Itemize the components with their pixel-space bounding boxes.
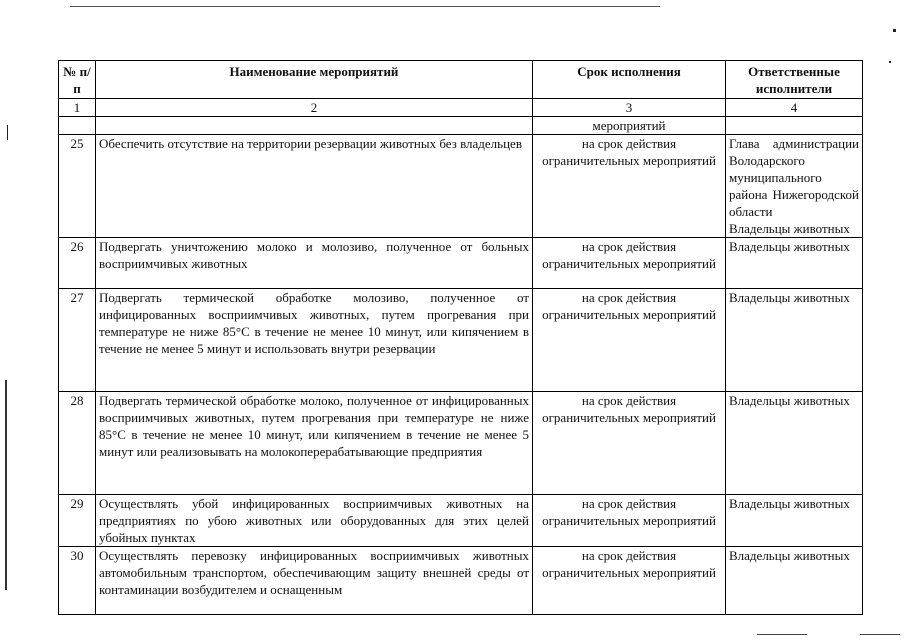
table-header-row [59, 61, 863, 99]
responsible-line: Владельцы животных [729, 548, 850, 563]
row-number: 28 [59, 392, 96, 495]
responsible-cell [726, 392, 863, 495]
term-cell: на срок действия ограничительных мероприятий [533, 547, 726, 615]
measure-name: Подвергать термической обработке молоко, полученное от инфицированных восприимчивых животных, путем прогревания при температуре не ниже 85°С в течение не менее 10 минут, или кипячением в течение не менее 5 минут или реализовывать на молокоперерабатывающие предприятия [96, 392, 533, 495]
header-resp: Ответственные исполнители [726, 61, 863, 99]
responsible-line: Глава администрации Володарского муниципального района Нижегородской области [729, 136, 859, 219]
responsible-cell [726, 547, 863, 615]
carry-resp [726, 117, 863, 135]
table-row [59, 547, 863, 615]
measure-name: Обеспечить отсутствие на территории резервации животных без владельцев [96, 135, 533, 238]
scan-mark [893, 29, 896, 32]
measure-name: Подвергать термической обработке молозиво, полученное от инфицированных восприимчивых животных, путем прогревания при температуре не ниже 85°С в течение не менее 10 минут, или кипячением в течение не менее 5 минут и использовать внутри резервации [96, 289, 533, 392]
bottom-rule [860, 634, 900, 635]
index-cell: 3 [533, 99, 726, 117]
scan-mark [7, 125, 8, 140]
header-num: № п/п [59, 61, 96, 99]
table-row [59, 392, 863, 495]
term-cell: на срок действия ограничительных мероприятий [533, 495, 726, 547]
measures-table [58, 60, 863, 615]
responsible-cell [726, 135, 863, 238]
term-cell: на срок действия ограничительных мероприятий [533, 289, 726, 392]
index-cell: 4 [726, 99, 863, 117]
term-cell: на срок действия ограничительных мероприятий [533, 135, 726, 238]
responsible-line: Владельцы животных [729, 496, 850, 511]
carry-num [59, 117, 96, 135]
header-term: Срок исполнения [533, 61, 726, 99]
responsible-cell [726, 238, 863, 289]
carry-term: мероприятий [533, 117, 726, 135]
responsible-cell [726, 289, 863, 392]
responsible-line: Владельцы животных [729, 290, 850, 305]
carry-name [96, 117, 533, 135]
carry-over-row [59, 117, 863, 135]
responsible-line: Владельцы животных [729, 221, 850, 236]
row-number: 29 [59, 495, 96, 547]
scan-mark [889, 61, 891, 63]
row-number: 27 [59, 289, 96, 392]
term-cell: на срок действия ограничительных мероприятий [533, 392, 726, 495]
index-cell: 1 [59, 99, 96, 117]
header-name: Наименование мероприятий [96, 61, 533, 99]
table-row [59, 289, 863, 392]
bottom-rule [757, 634, 807, 635]
table-row [59, 495, 863, 547]
responsible-line: Владельцы животных [729, 239, 850, 254]
column-index-row [59, 99, 863, 117]
row-number: 26 [59, 238, 96, 289]
responsible-cell [726, 495, 863, 547]
index-cell: 2 [96, 99, 533, 117]
top-rule [70, 6, 660, 7]
measure-name: Осуществлять убой инфицированных восприимчивых животных на предприятиях по убою животных или оборудованных для этих целей убойных пунктах [96, 495, 533, 547]
table-row [59, 238, 863, 289]
term-cell: на срок действия ограничительных мероприятий [533, 238, 726, 289]
row-number: 25 [59, 135, 96, 238]
table-row [59, 135, 863, 238]
scan-mark [5, 380, 7, 590]
responsible-line: Владельцы животных [729, 393, 850, 408]
row-number: 30 [59, 547, 96, 615]
measure-name: Подвергать уничтожению молоко и молозиво, полученное от больных восприимчивых животных [96, 238, 533, 289]
measure-name: Осуществлять перевозку инфицированных восприимчивых животных автомобильным транспортом, обеспечивающим защиту внешней среды от контаминации возбудителем и оснащенным [96, 547, 533, 615]
